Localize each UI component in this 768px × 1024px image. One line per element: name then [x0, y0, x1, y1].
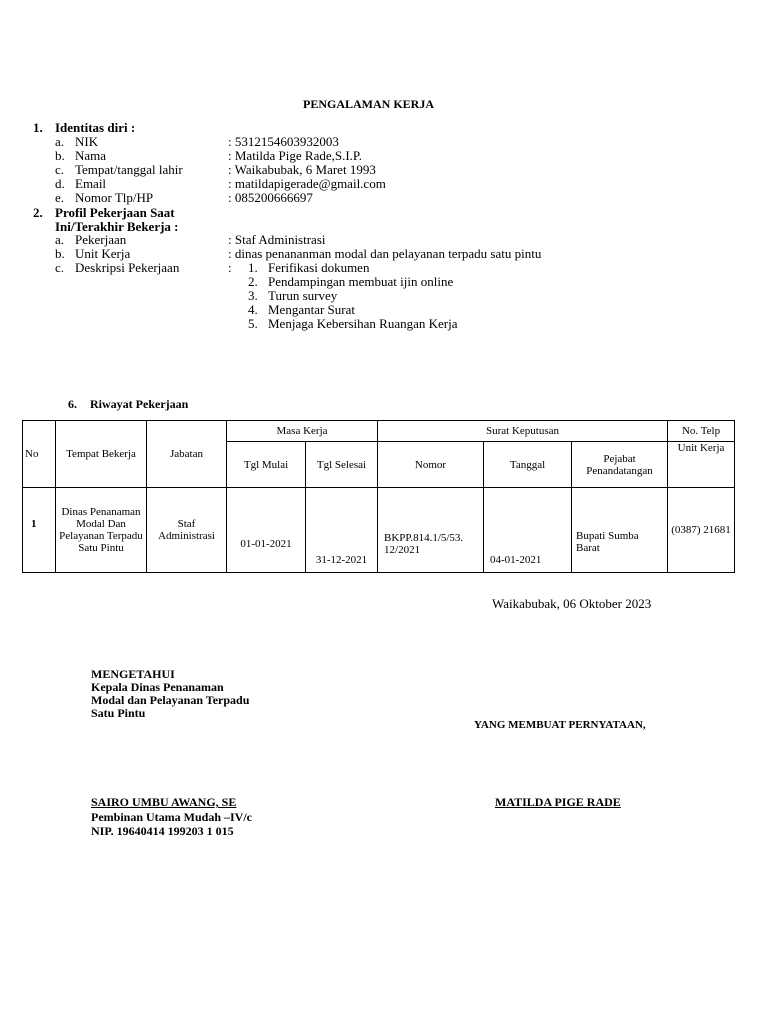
header-tgl-selesai: Tgl Selesai: [306, 442, 378, 488]
section-6-number: 6.: [68, 397, 77, 411]
acknowledge-title-line3: Modal dan Pelayanan Terpadu: [91, 693, 250, 707]
field-value: : Waikabubak, 6 Maret 1993: [228, 162, 376, 177]
task-number: 2.: [248, 274, 258, 289]
header-no: No: [23, 421, 56, 488]
field-value: :: [228, 260, 232, 275]
statement-maker-label: YANG MEMBUAT PERNYATAAN,: [474, 719, 646, 731]
cell-tanggal: 04-01-2021: [484, 488, 572, 573]
field-value: : Matilda Pige Rade,S.I.P.: [228, 148, 362, 163]
field-value: : 5312154603932003: [228, 134, 339, 149]
section-1-number: 1.: [33, 120, 43, 135]
cell-pejabat: Bupati Sumba Barat: [572, 488, 668, 573]
acknowledge-label: MENGETAHUI: [91, 667, 175, 681]
cell-tgl-selesai: 31-12-2021: [306, 488, 378, 573]
field-value: : matildapigerade@gmail.com: [228, 176, 386, 191]
section-1-heading: Identitas diri :: [55, 120, 136, 135]
header-tgl-mulai: Tgl Mulai: [227, 442, 306, 488]
task-text: Menjaga Kebersihan Ruangan Kerja: [268, 316, 458, 331]
task-text: Pendampingan membuat ijin online: [268, 274, 454, 289]
header-pejabat: Pejabat Penandatangan: [572, 442, 668, 488]
section-6-heading: Riwayat Pekerjaan: [90, 397, 189, 411]
header-nomor: Nomor: [378, 442, 484, 488]
task-text: Ferifikasi dokumen: [268, 260, 370, 275]
list-marker: e.: [55, 190, 65, 205]
cell-nomor: BKPP.814.1/5/53. 12/2021: [378, 488, 484, 573]
task-number: 3.: [248, 288, 258, 303]
left-signer-rank: Pembinan Utama Mudah –IV/c: [91, 810, 253, 824]
section-2-heading-line1: Profil Pekerjaan Saat: [55, 205, 175, 220]
right-signer-name: MATILDA PIGE RADE: [495, 795, 621, 809]
field-label: Tempat/tanggal lahir: [75, 162, 183, 177]
field-label: Nama: [75, 148, 107, 163]
field-value: : 085200666697: [228, 190, 313, 205]
page-title: PENGALAMAN KERJA: [303, 97, 434, 111]
header-tempat: Tempat Bekerja: [56, 421, 147, 488]
header-surat-keputusan: Surat Keputusan: [378, 421, 668, 442]
table-row: [23, 488, 735, 573]
left-signer-name: SAIRO UMBU AWANG, SE: [91, 795, 237, 809]
field-value: : Staf Administrasi: [228, 232, 326, 247]
task-number: 5.: [248, 316, 258, 331]
cell-tempat: Dinas Penanaman Modal Dan Pelayanan Terpadu Satu Pintu: [56, 488, 147, 573]
list-marker: b.: [55, 246, 65, 261]
acknowledge-title-line4: Satu Pintu: [91, 706, 146, 720]
field-value: : dinas penananman modal dan pelayanan terpadu satu pintu: [228, 246, 542, 261]
cell-no: 1: [23, 488, 56, 573]
header-tanggal: Tanggal: [484, 442, 572, 488]
list-marker: c.: [55, 162, 65, 177]
field-label: Unit Kerja: [75, 246, 131, 261]
acknowledge-title-line2: Kepala Dinas Penanaman: [91, 680, 224, 694]
field-label: Nomor Tlp/HP: [75, 190, 154, 205]
task-number: 4.: [248, 302, 258, 317]
list-marker: b.: [55, 148, 65, 163]
task-number: 1.: [248, 260, 258, 275]
list-marker: c.: [55, 260, 65, 275]
list-marker: d.: [55, 176, 65, 191]
cell-telp: (0387) 21681: [668, 488, 735, 573]
field-label: NIK: [75, 134, 99, 149]
cell-jabatan: Staf Administrasi: [147, 488, 227, 573]
task-text: Turun survey: [268, 288, 338, 303]
section-2-number: 2.: [33, 205, 43, 220]
place-date: Waikabubak, 06 Oktober 2023: [492, 596, 652, 611]
field-label: Deskripsi Pekerjaan: [75, 260, 180, 275]
left-signer-nip: NIP. 19640414 199203 1 015: [91, 824, 234, 838]
list-marker: a.: [55, 232, 65, 247]
header-unit-kerja: Unit Kerja: [668, 442, 735, 488]
work-history-table: [22, 420, 735, 573]
field-label: Email: [75, 176, 107, 191]
task-text: Mengantar Surat: [268, 302, 356, 317]
header-no-telp: No. Telp: [668, 421, 735, 442]
cell-tgl-mulai: 01-01-2021: [227, 488, 306, 573]
section-2-heading-line2: Ini/Terakhir Bekerja :: [55, 219, 179, 234]
field-label: Pekerjaan: [75, 232, 127, 247]
list-marker: a.: [55, 134, 65, 149]
header-jabatan: Jabatan: [147, 421, 227, 488]
header-masa-kerja: Masa Kerja: [227, 421, 378, 442]
